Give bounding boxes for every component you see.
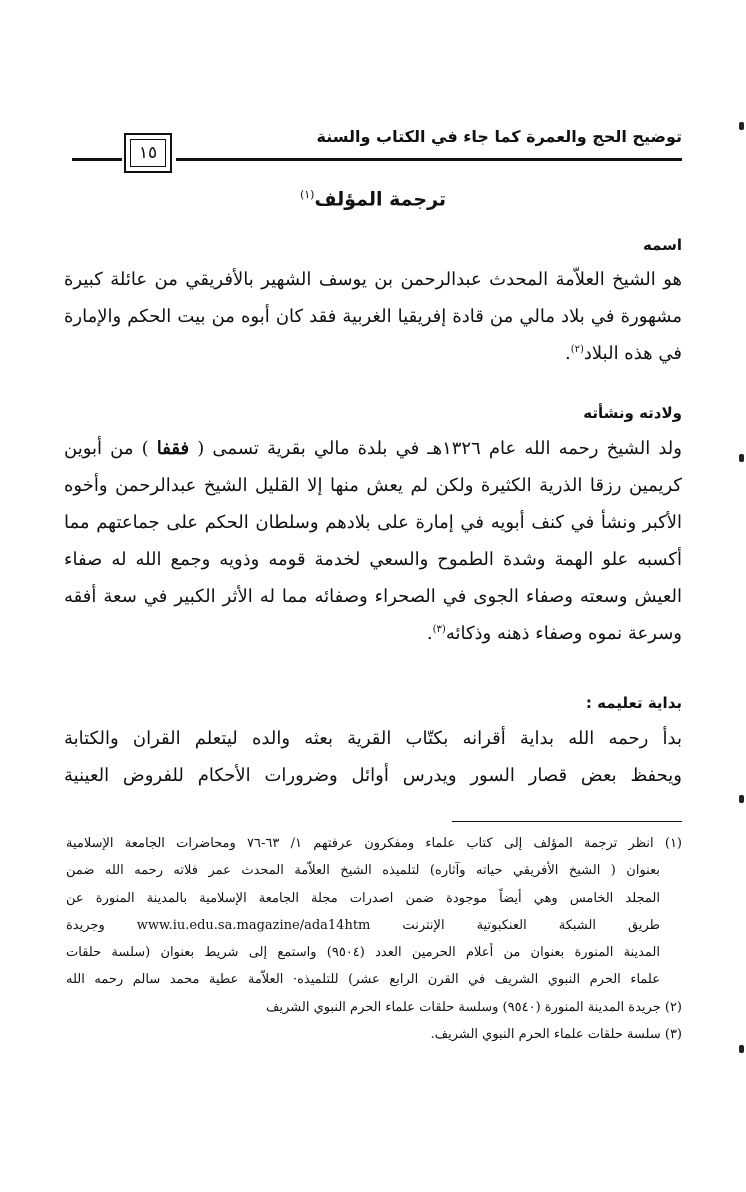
page-edge-mark [739, 795, 744, 803]
text-line [64, 335, 682, 372]
footnote-line: (٣) سلسة حلقات علماء الحرم النبوي الشريف. [430, 1027, 682, 1043]
paragraph-education [64, 720, 682, 794]
footnote-ref: (٣) [432, 624, 446, 635]
text-line: بدأ رحمه الله بداية أقرانه بكتّاب القرية بعثه والده ليتعلم القران والكتابة [64, 728, 682, 749]
footnote-line: طريق الشبكة العنكبوتية الإنترنت www.iu.edu.sa.magazine/ada14htm وجريدة [66, 917, 660, 933]
text-line: العيش وسعته وصفاء الجوى في الصحراء وصفائه مما له الأثر الكبير في سعة أفقه [64, 586, 682, 607]
section-title-text: ترجمة المؤلف [314, 188, 447, 211]
text-line: أكسبه علو الهمة وشدة الطموح والسعي لخدمة قومه وذويه وجمع الله له صفاء [64, 549, 682, 570]
paragraph-name [64, 261, 682, 372]
text-run: ولد الشيخ رحمه الله عام ١٣٢٦هـ في بلدة مالي بقرية تسمى ( [197, 438, 682, 459]
footnote-ref: (١) [299, 188, 315, 201]
heading-education: بداية تعليمه : [585, 694, 682, 712]
village-name: فقفا [156, 438, 190, 459]
text-line: الأكبر ونشأ في كنف أبويه في إمارة على بلادهم وسلطان الحكم على جماعتهم مما [64, 512, 682, 533]
heading-name: اسمه [642, 236, 682, 254]
heading-birth: ولادته ونشأته [583, 404, 682, 422]
text-line: هو الشيخ العلاّمة المحدث عبدالرحمن بن يوسف الشهير بالأفريقي من عائلة كبيرة [64, 269, 682, 290]
footnote-ref: (٢) [570, 344, 584, 355]
footnote-line: (١) انظر ترجمة المؤلف إلى كتاب علماء ومفكرون عرفتهم ١/ ٦٣-٧٦ ومحاضرات الجامعة الإسلامية [66, 836, 682, 851]
page-edge-mark [739, 122, 744, 130]
footnote-line: بعنوان ( الشيخ الأفريقي حياته وآثاره) لتلميذه الشيخ العلاّمة المحدث عمر فلاته رحمه الله ضمن [66, 863, 660, 879]
page-number: ١٥ [130, 139, 166, 167]
footnote-line: علماء الحرم النبوي الشريف في القرن الرابع عشر) للتلميذه· العلاّمة عطية محمد سالم رحمه الله [66, 972, 660, 988]
text-run: وسرعة نموه وصفاء ذهنه وذكائه [445, 623, 682, 644]
footnotes [66, 830, 682, 1048]
running-head: توضيح الحج والعمرة كما جاء في الكتاب والسنة [316, 127, 682, 146]
page-number-frame [124, 133, 172, 173]
footnote-line: المجلد الخامس وهي أيضاً موجودة ضمن اصدرات مجلة الجامعة الإسلامية بالمدينة المنورة عن [66, 890, 660, 906]
section-title [0, 188, 746, 210]
page-edge-mark [739, 1045, 744, 1053]
text-run: . [426, 623, 433, 644]
text-line: مشهورة في بلاد مالي من قادة إفريقيا الغربية فقد كان أبوه من بيت الحكم والإمارة [64, 306, 682, 327]
text-run: . [564, 343, 571, 364]
text-line: كريمين رزقا الذرية الكثيرة ولكن لم يعش منها إلا القليل الشيخ عبدالرحمن وأخوه [64, 475, 682, 496]
text-line [64, 615, 682, 652]
header-rule-right [176, 158, 682, 161]
header-rule-left [72, 158, 122, 161]
page-edge-mark [739, 454, 744, 462]
footnote-line: (٢) جريدة المدينة المنورة (٩٥٤٠) وسلسة حلقات علماء الحرم النبوي الشريف [266, 999, 682, 1015]
footnote-line: المدينة المنورة بعنوان من أعلام الحرمين العدد (٩٥٠٤) واستمع إلى شريط بعنوان (سلسة حلقات [66, 945, 660, 961]
text-line: ويحفظ بعض قصار السور ويدرس أوائل وضرورات الأحكام للفروض العينية [64, 765, 682, 786]
text-line [64, 430, 682, 467]
text-run: ) من أبوين [64, 438, 149, 459]
footnote-separator [452, 821, 682, 822]
paragraph-birth [64, 430, 682, 652]
text-run: في هذه البلاد [583, 343, 682, 364]
